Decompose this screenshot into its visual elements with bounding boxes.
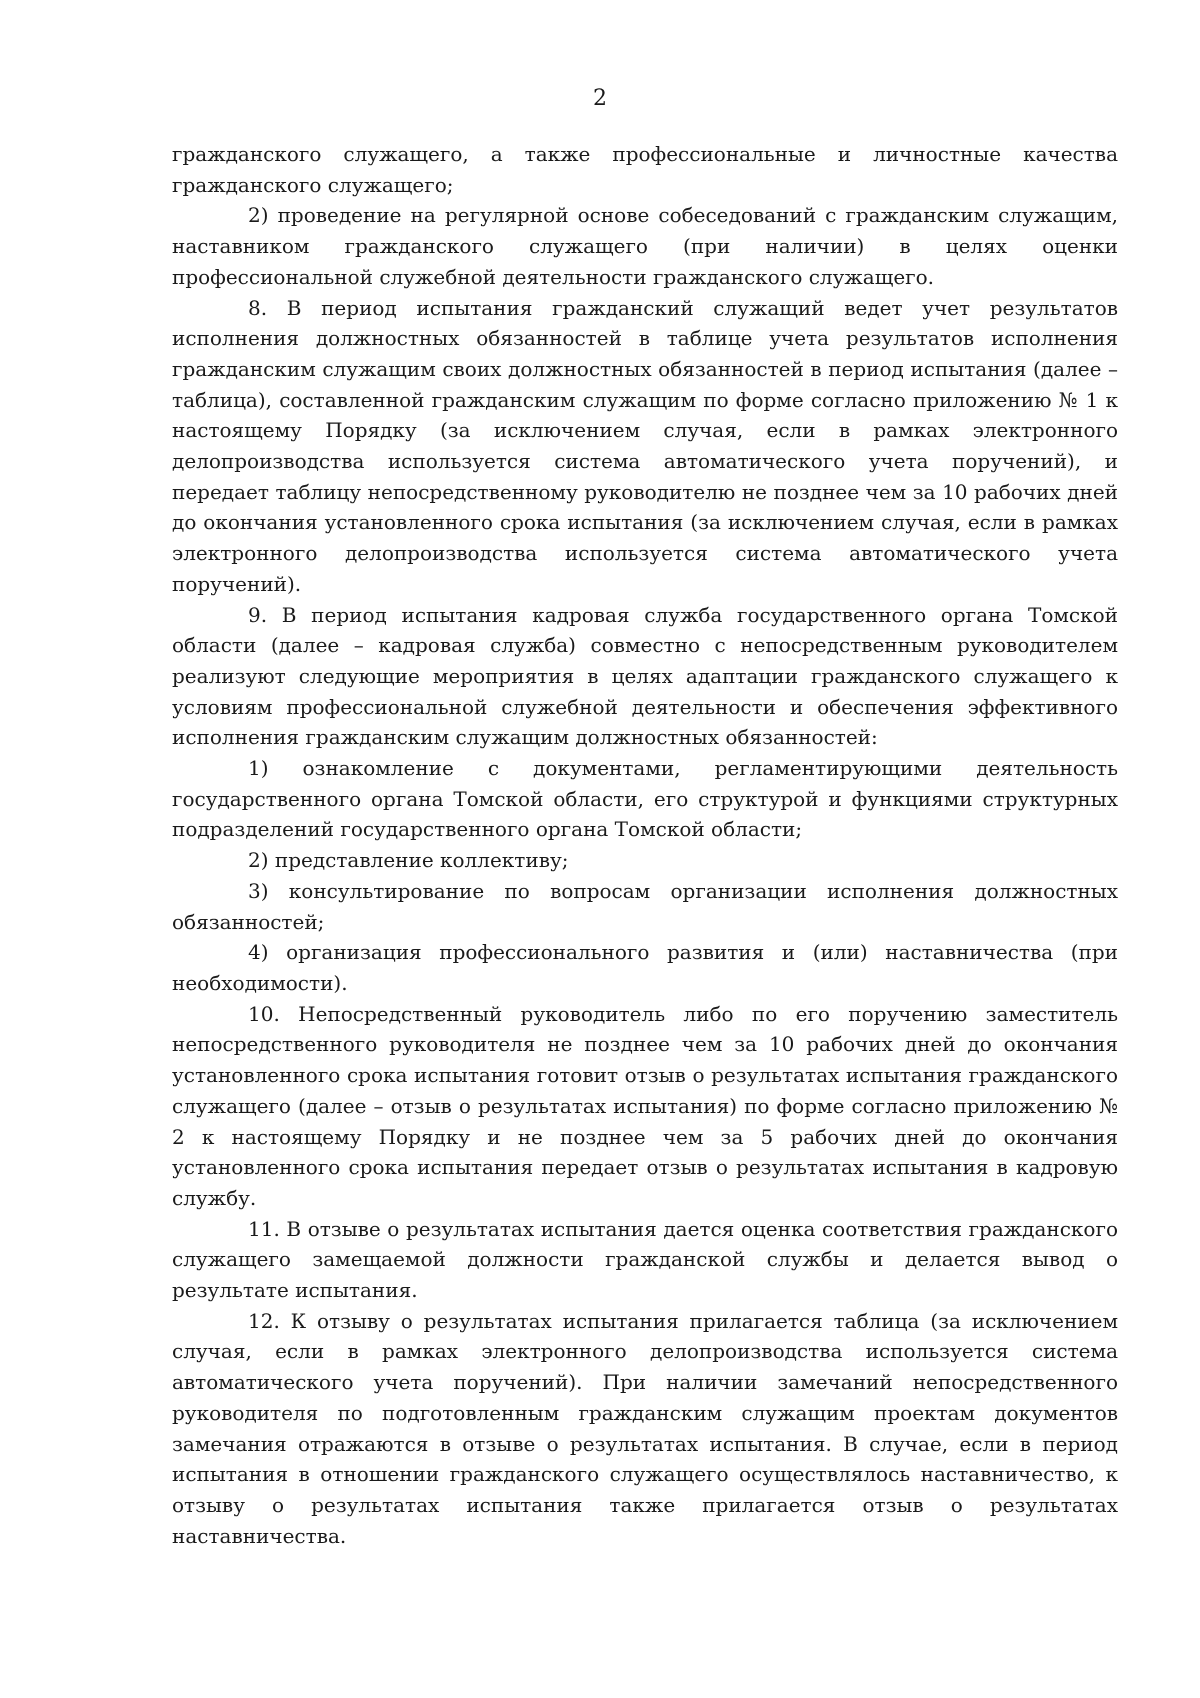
document-body	[172, 139, 1118, 1551]
paragraph-8: 8. В период испытания гражданский служащий ведет учет результатов исполнения должностных обязанностей в таблице учета результатов исполнения гражданским служащим своих должностных обязанностей в период испытания (далее – таблица), составленной гражданским служащим по форме согласно приложению № 1 к настоящему Порядку (за исключением случая, если в рамках электронного делопроизводства используется система автоматического учета поручений), и передает таблицу непосредственному руководителю не позднее чем за 10 рабочих дней до окончания установленного срока испытания (за исключением случая, если в рамках электронного делопроизводства используется система автоматического учета поручений).	[172, 295, 1118, 596]
paragraph-item-9-4: 4) организация профессионального развития и (или) наставничества (при необходимости).	[172, 940, 1118, 995]
paragraph-item-9-1: 1) ознакомление с документами, регламентирующими деятельность государственного органа Томской области, его структурой и функциями структурных подразделений государственного органа Томской области;	[172, 756, 1118, 842]
paragraph-item-9-2: 2) представление коллективу;	[248, 848, 569, 873]
paragraph-10: 10. Непосредственный руководитель либо по его поручению заместитель непосредственного руководителя не позднее чем за 10 рабочих дней до окончания установленного срока испытания готовит отзыв о результатах испытания гражданского служащего (далее – отзыв о результатах испытания) по форме согласно приложению № 2 к настоящему Порядку и не позднее чем за 5 рабочих дней до окончания установленного срока испытания передает отзыв о результатах испытания в кадровую службу.	[172, 1001, 1118, 1210]
paragraph-12: 12. К отзыву о результатах испытания прилагается таблица (за исключением случая, если в рамках электронного делопроизводства используется система автоматического учета поручений). При наличии замечаний непосредственного руководителя по подготовленным гражданским служащим проектам документов замечания отражаются в отзыве о результатах испытания. В случае, если в период испытания в отношении гражданского служащего осуществлялось наставничество, к отзыву о результатах испытания также прилагается отзыв о результатах наставничества.	[172, 1308, 1118, 1548]
paragraph-item-7-2: 2) проведение на регулярной основе собеседований с гражданским служащим, наставником гражданского служащего (при наличии) в целях оценки профессиональной служебной деятельности гражданского служащего.	[172, 203, 1118, 289]
paragraph-continuation: гражданского служащего, а также профессиональные и личностные качества гражданского служащего;	[172, 142, 1118, 197]
paragraph-9: 9. В период испытания кадровая служба государственного органа Томской области (далее – кадровая служба) совместно с непосредственным руководителем реализуют следующие мероприятия в целях адаптации гражданского служащего к условиям профессиональной служебной деятельности и обеспечения эффективного исполнения гражданским служащим должностных обязанностей:	[172, 602, 1118, 750]
paragraph-11: 11. В отзыве о результатах испытания дается оценка соответствия гражданского служащего замещаемой должности гражданской службы и делается вывод о результате испытания.	[172, 1216, 1118, 1303]
page-number: 2	[593, 86, 607, 111]
paragraph-item-9-3: 3) консультирование по вопросам организации исполнения должностных обязанностей;	[172, 878, 1118, 934]
